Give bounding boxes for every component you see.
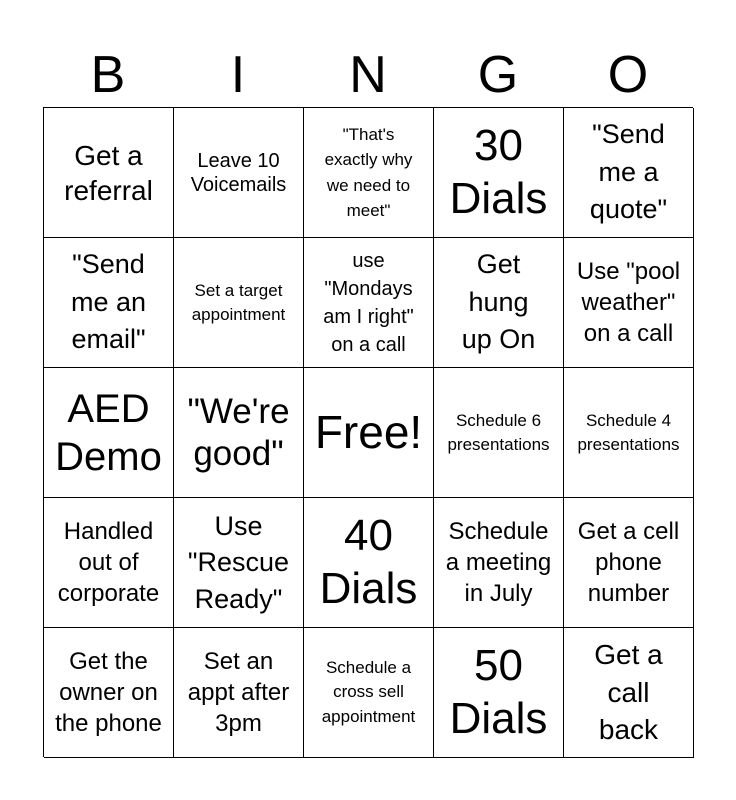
bingo-cell-r2c1[interactable] [44,238,174,368]
cell-text: Use "pool weather" on a call [576,257,681,348]
cell-text: Schedule a cross sell appointment [321,657,416,726]
header-letter-n: N [349,46,387,104]
cell-text: Get a call back [594,638,663,746]
bingo-cell-r1c5[interactable] [564,108,694,238]
cell-text: 40 Dials [319,510,418,613]
bingo-cell-r5c2[interactable] [174,628,304,758]
bingo-cell-r1c2[interactable] [174,108,304,238]
cell-text: Free! [314,405,423,458]
bingo-cell-r3c1[interactable] [44,368,174,498]
cell-text: AED Demo [55,386,162,479]
cell-text: Get a referral [64,139,153,206]
header-letter-i: I [230,46,246,104]
bingo-cell-r4c1[interactable] [44,498,174,628]
cell-text: Schedule a meeting in July [445,517,552,608]
cell-text: Get hung up On [461,248,536,355]
bingo-header [43,44,693,106]
cell-text: Handled out of corporate [57,517,160,608]
bingo-cell-r2c4[interactable] [434,238,564,368]
bingo-cell-r3c2[interactable] [174,368,304,498]
cell-text: Use "Rescue Ready" [187,510,290,614]
cell-text: "That's exactly why we need to meet" [324,124,413,220]
cell-text: Set a target appointment [191,280,286,324]
bingo-cell-r4c5[interactable] [564,498,694,628]
bingo-cell-r5c5[interactable] [564,628,694,758]
bingo-cell-r1c1[interactable] [44,108,174,238]
cell-text: "Send me an email" [70,248,147,355]
cell-text: 50 Dials [449,640,548,743]
cell-text: 30 Dials [449,120,548,223]
cell-text: Leave 10 Voicemails [190,149,287,196]
cell-text: Get a cell phone number [577,517,680,608]
bingo-cell-r5c4[interactable] [434,628,564,758]
bingo-cell-r1c4[interactable] [434,108,564,238]
bingo-cell-r1c3[interactable] [304,108,434,238]
header-letter-o: O [607,46,649,104]
bingo-cell-r4c3[interactable] [304,498,434,628]
cell-text: Get the owner on the phone [55,647,162,738]
cell-text: "Send me a quote" [589,118,668,225]
header-letter-b: B [90,46,126,104]
header-letter-g: G [477,46,519,104]
cell-text: Set an appt after 3pm [187,647,290,738]
cell-text: use "Mondays am I right" on a call [323,249,414,356]
bingo-cell-r3c5[interactable] [564,368,694,498]
cell-text: Schedule 4 presentations [577,410,680,454]
bingo-cell-r3c3-free-space[interactable] [304,368,434,498]
bingo-cell-r3c4[interactable] [434,368,564,498]
bingo-grid [43,107,693,757]
bingo-cell-r5c3[interactable] [304,628,434,758]
cell-text: Schedule 6 presentations [447,410,550,454]
bingo-cell-r4c2[interactable] [174,498,304,628]
bingo-cell-r2c2[interactable] [174,238,304,368]
bingo-cell-r2c3[interactable] [304,238,434,368]
bingo-cell-r2c5[interactable] [564,238,694,368]
cell-text: "We're good" [187,391,290,473]
bingo-cell-r5c1[interactable] [44,628,174,758]
bingo-cell-r4c4[interactable] [434,498,564,628]
